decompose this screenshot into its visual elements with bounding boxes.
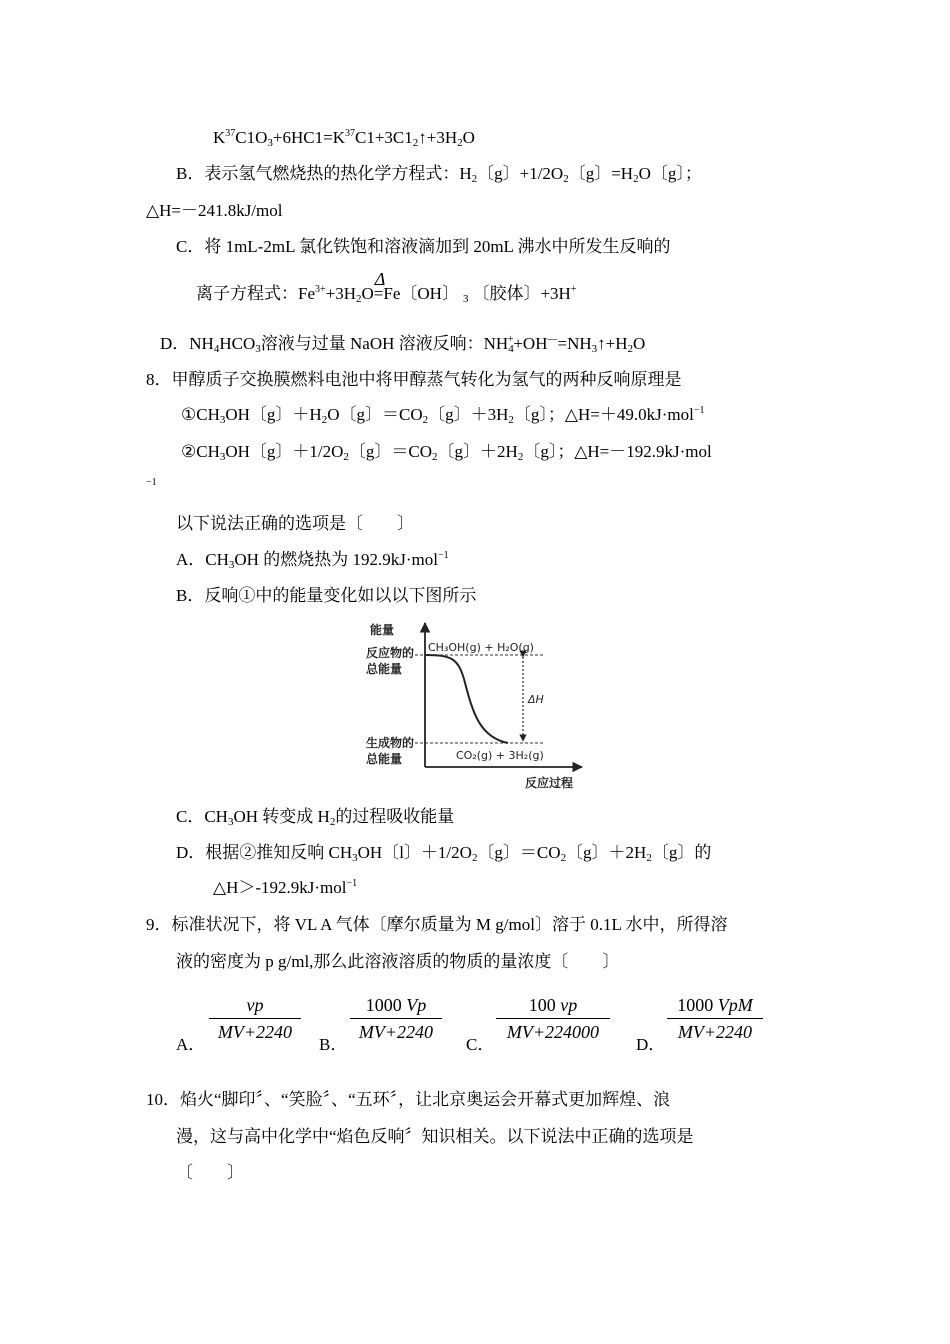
q9-option-a-numerator: vp	[209, 994, 301, 1019]
product-energy-label-2: 总能量	[366, 752, 403, 766]
q10-answer-brackets: 〔 〕	[176, 1163, 244, 1182]
reactant-formula: CH₃OH(g) + H₂O(g)	[428, 641, 534, 654]
product-energy-label-1: 生成物的	[366, 736, 415, 750]
energy-diagram	[360, 617, 590, 797]
q9-option-b-label: B．	[319, 1035, 348, 1054]
q10-stem-line-2: 漫，这与高中化学中“焰色反响〞知识相关。以下说法中正确的选项是	[176, 1127, 694, 1146]
q7-option-c-equation: 离子方程式：$Fe^{3+}+3H_2O$ Δ =Fe〔OH〕 $_3$ 〔胶体〕+3H+	[196, 269, 577, 305]
q8-option-b: B．反响①中的能量变化如以以下图所示	[176, 586, 477, 605]
q8-question: 以下说法正确的选项是〔 〕	[176, 514, 414, 533]
q10-stem-line-1: 10．焰火“脚印〞、“笑脸〞、“五环〞，让北京奥运会开幕式更加辉煌、浪	[146, 1090, 671, 1109]
q8-option-c: C．$CH_3OH$ 转变成 $H_2$的过程吸收能量	[176, 807, 455, 828]
q9-option-d-label: D．	[636, 1035, 666, 1054]
q9-option-c-numerator: 100 vp	[496, 994, 610, 1019]
q7-option-b: B．表示氢气燃烧热的热化学方程式：$H_2$〔g〕$+1/2O_2$〔g〕$=H_2O$〔g〕；	[176, 164, 702, 185]
y-axis-label: 能量	[370, 623, 395, 637]
q9-option-b-numerator: 1000 Vp	[350, 994, 442, 1019]
q8-option-d: D．根据②推知反响 $CH_3OH$〔l〕$+1/2O_2$〔g〕$=CO_2$〔g〕$+2H_2$〔g〕的	[176, 843, 712, 864]
q9-option-c-fraction	[496, 994, 610, 1043]
delta-h-label: ΔH	[528, 693, 544, 706]
q7-option-d: D．$NH_4HCO_3$溶液与过量 NaOH 溶液反响：$NH_4^++OH^—=NH_3↑+H_2O$	[160, 334, 646, 355]
q9-option-d-denominator: MV+2240	[677, 1022, 753, 1042]
q9-option-a-denominator: MV+2240	[217, 1022, 293, 1042]
q9-option-b-denominator: MV+2240	[358, 1022, 434, 1042]
q8-equation-1: $①CH_3OH$〔g〕$+H_2O$〔g〕$=CO_2$〔g〕$+3H_2$〔g〕；△H=＋49.0kJ·mol$^{-1}$	[181, 405, 705, 426]
delta-heat-symbol: Δ	[374, 269, 386, 289]
q7-option-b-continued: △H=－241.8kJ/mol	[146, 201, 283, 220]
q7-option-a-equation: $K^{37}C1O_3+6HC1=K^{37}C1+3C1_2↑+3H_2O$	[213, 128, 475, 149]
reactant-energy-label-1: 反应物的	[366, 646, 415, 660]
q9-option-b-fraction	[350, 994, 442, 1043]
q9-option-d-fraction	[667, 994, 763, 1043]
q9-stem-line-1: 9．标准状况下，将 VL A 气体〔摩尔质量为 M g/mol〕溶于 0.1L 水中，所得溶	[146, 915, 728, 934]
q8-equation-2: $②CH_3OH$〔g〕$+1/2O_2$〔g〕$=CO_2$〔g〕$+2H_2$〔g〕；△H=－192.9kJ·mol	[181, 442, 712, 463]
q9-option-a-label: A．	[176, 1035, 206, 1054]
x-axis-label: 反应过程	[525, 776, 574, 790]
q8-option-a: A．$CH_3OH$ 的燃烧热为 192.9kJ·mol$^{-1}$	[176, 550, 449, 571]
reactant-energy-label-2: 总能量	[366, 662, 403, 676]
q7-option-c: C．将 1mL-2mL 氯化铁饱和溶液滴加到 20mL 沸水中所发生反响的	[176, 237, 671, 256]
q9-option-d-numerator: 1000 VpM	[667, 994, 763, 1019]
q9-option-a-fraction	[209, 994, 301, 1043]
q8-option-d-continued: △H＞-192.9kJ·mol$^{-1}$	[213, 878, 358, 897]
q8-stem: 8．甲醇质子交换膜燃料电池中将甲醇蒸气转化为氢气的两种反响原理是	[146, 370, 682, 389]
q9-option-c-denominator: MV+224000	[506, 1022, 600, 1042]
q9-stem-line-2: 液的密度为 p g/ml,那么此溶液溶质的物质的量浓度〔 〕	[176, 952, 620, 971]
q9-option-c-label: C．	[466, 1035, 495, 1054]
energy-curve	[426, 655, 508, 743]
product-formula: CO₂(g) + 3H₂(g)	[456, 749, 544, 762]
q8-equation-2-exponent: −1	[146, 477, 157, 488]
